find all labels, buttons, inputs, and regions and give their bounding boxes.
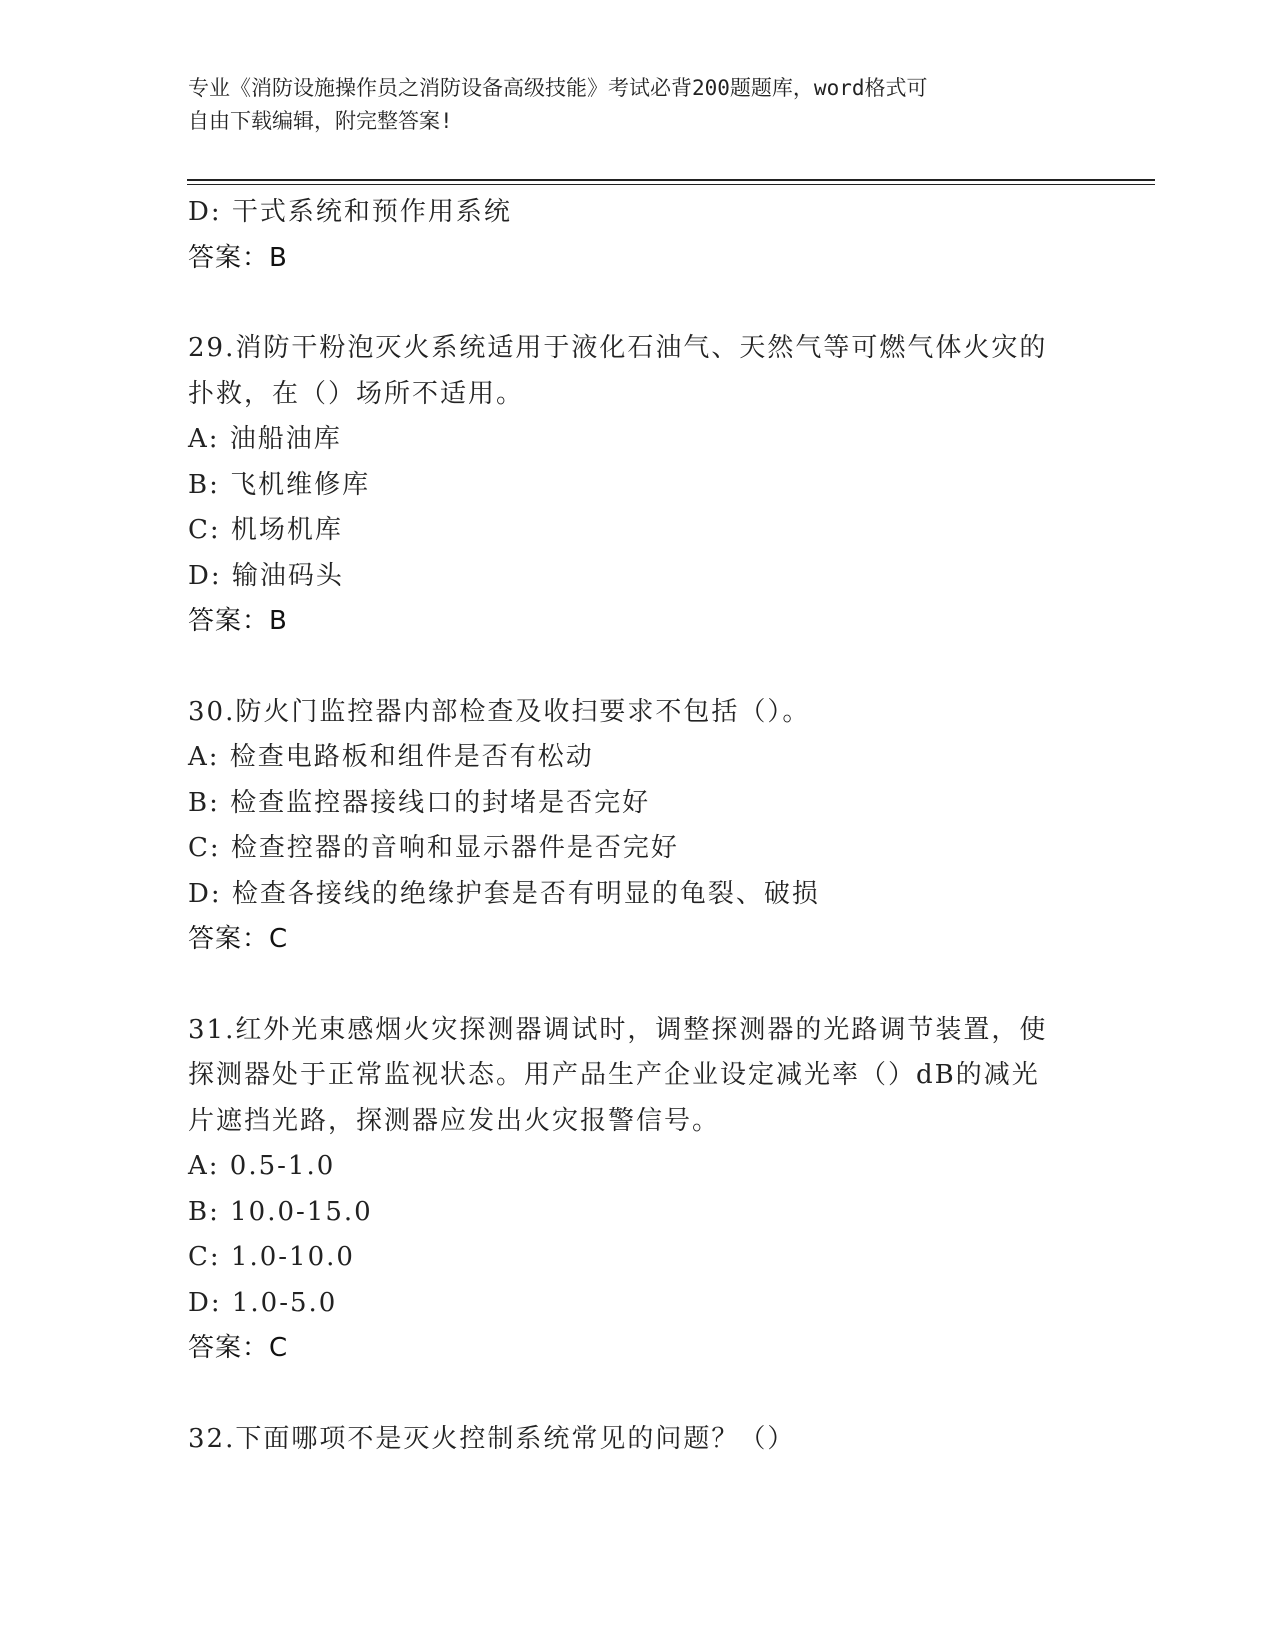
option-a: A: 油船油库 xyxy=(188,424,342,454)
question-stem-line: 探测器处于正常监视状态。用产品生产企业设定减光率（）dB的减光 xyxy=(188,1060,1040,1090)
option-b: B: 检查监控器接线口的封堵是否完好 xyxy=(188,787,651,818)
option-c: C: 1.0-10.0 xyxy=(188,1242,355,1272)
header-rule-thin xyxy=(187,184,1155,185)
question-stem-line: 扑救，在（）场所不适用。 xyxy=(188,378,525,409)
header-title-line-2: 自由下载编辑，附完整答案! xyxy=(188,109,453,133)
question-28-tail xyxy=(188,190,1088,281)
question-32 xyxy=(188,1417,1088,1463)
question-stem-line: 31.红外光束感烟火灾探测器调试时，调整探测器的光路调节装置，使 xyxy=(188,1014,1048,1045)
option-a: A: 检查电路板和组件是否有松动 xyxy=(188,742,594,772)
document-header xyxy=(188,72,1068,138)
question-stem-line: 32.下面哪项不是灭火控制系统常见的问题？（） xyxy=(188,1423,796,1454)
answer-line: 答案：C xyxy=(188,1333,289,1363)
question-29 xyxy=(188,326,1088,645)
option-d: D: 输油码头 xyxy=(188,560,344,591)
option-d: D: 1.0-5.0 xyxy=(188,1287,338,1318)
option-c: C: 检查控器的音响和显示器件是否完好 xyxy=(188,833,679,863)
answer-line: 答案：C xyxy=(188,924,289,954)
question-list xyxy=(188,190,1088,1462)
option-c: C: 机场机库 xyxy=(188,515,343,545)
option-a: A: 0.5-1.0 xyxy=(188,1151,336,1181)
header-title-line-1: 专业《消防设施操作员之消防设备高级技能》考试必背200题题库，word格式可 xyxy=(188,76,928,100)
question-stem-line: 29.消防干粉泡灭火系统适用于液化石油气、天然气等可燃气体火灾的 xyxy=(188,333,1048,363)
option-d: D: 干式系统和预作用系统 xyxy=(188,197,512,227)
question-stem-line: 片遮挡光路，探测器应发出火灾报警信号。 xyxy=(188,1105,721,1136)
question-30 xyxy=(188,690,1088,963)
option-b: B: 飞机维修库 xyxy=(188,469,371,500)
option-d: D: 检查各接线的绝缘护套是否有明显的龟裂、破损 xyxy=(188,878,820,909)
header-rule-thick xyxy=(187,179,1155,181)
answer-line: 答案：B xyxy=(188,242,288,273)
question-31 xyxy=(188,1008,1088,1372)
question-stem-line: 30.防火门监控器内部检查及收扫要求不包括（）。 xyxy=(188,696,811,727)
answer-line: 答案：B xyxy=(188,606,288,636)
option-b: B: 10.0-15.0 xyxy=(188,1196,373,1227)
